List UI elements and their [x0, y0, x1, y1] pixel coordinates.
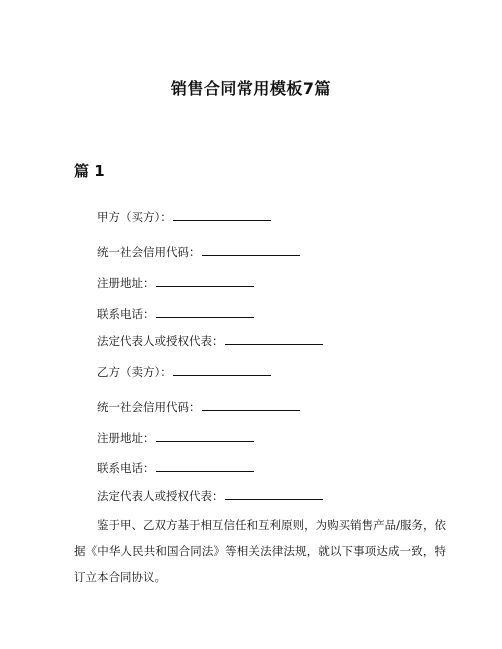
- buyer-representative-line: [97, 333, 323, 349]
- seller-name-line: [97, 364, 271, 380]
- preamble-paragraph: 鉴于甲、乙双方基于相互信任和互利原则，为购买销售产品/服务，依据《中华人民共和国合同法》等相关法律法规，就以下事项达成一致，特订立本合同协议。: [74, 518, 446, 584]
- field-label: 联系电话：: [97, 461, 155, 475]
- fill-in-blank: [173, 365, 271, 376]
- fill-in-blank: [156, 307, 254, 318]
- document-title: 销售合同常用模板7篇: [170, 79, 332, 98]
- fill-in-blank: [225, 334, 323, 345]
- seller-credit-code-line: [97, 399, 300, 415]
- buyer-name-line: [97, 209, 271, 225]
- field-label: 注册地址：: [97, 431, 155, 445]
- field-label: 统一社会信用代码：: [97, 400, 201, 414]
- section-heading: 篇 1: [74, 162, 105, 180]
- field-label: 法定代表人或授权代表：: [97, 489, 224, 503]
- fill-in-blank: [156, 276, 254, 287]
- field-label: 联系电话：: [97, 307, 155, 321]
- fill-in-blank: [202, 245, 300, 256]
- buyer-credit-code-line: [97, 244, 300, 260]
- fill-in-blank: [202, 400, 300, 411]
- seller-address-line: [97, 430, 254, 446]
- buyer-address-line: [97, 275, 254, 291]
- fill-in-blank: [156, 461, 254, 472]
- buyer-phone-line: [97, 306, 254, 322]
- fill-in-blank: [225, 489, 323, 500]
- field-label: 乙方（卖方）：: [97, 365, 172, 379]
- field-label: 法定代表人或授权代表：: [97, 334, 224, 348]
- fill-in-blank: [173, 210, 271, 221]
- seller-phone-line: [97, 460, 254, 476]
- fill-in-blank: [156, 431, 254, 442]
- seller-representative-line: [97, 488, 323, 504]
- field-label: 统一社会信用代码：: [97, 245, 201, 259]
- field-label: 注册地址：: [97, 276, 155, 290]
- field-label: 甲方（买方）：: [97, 210, 172, 224]
